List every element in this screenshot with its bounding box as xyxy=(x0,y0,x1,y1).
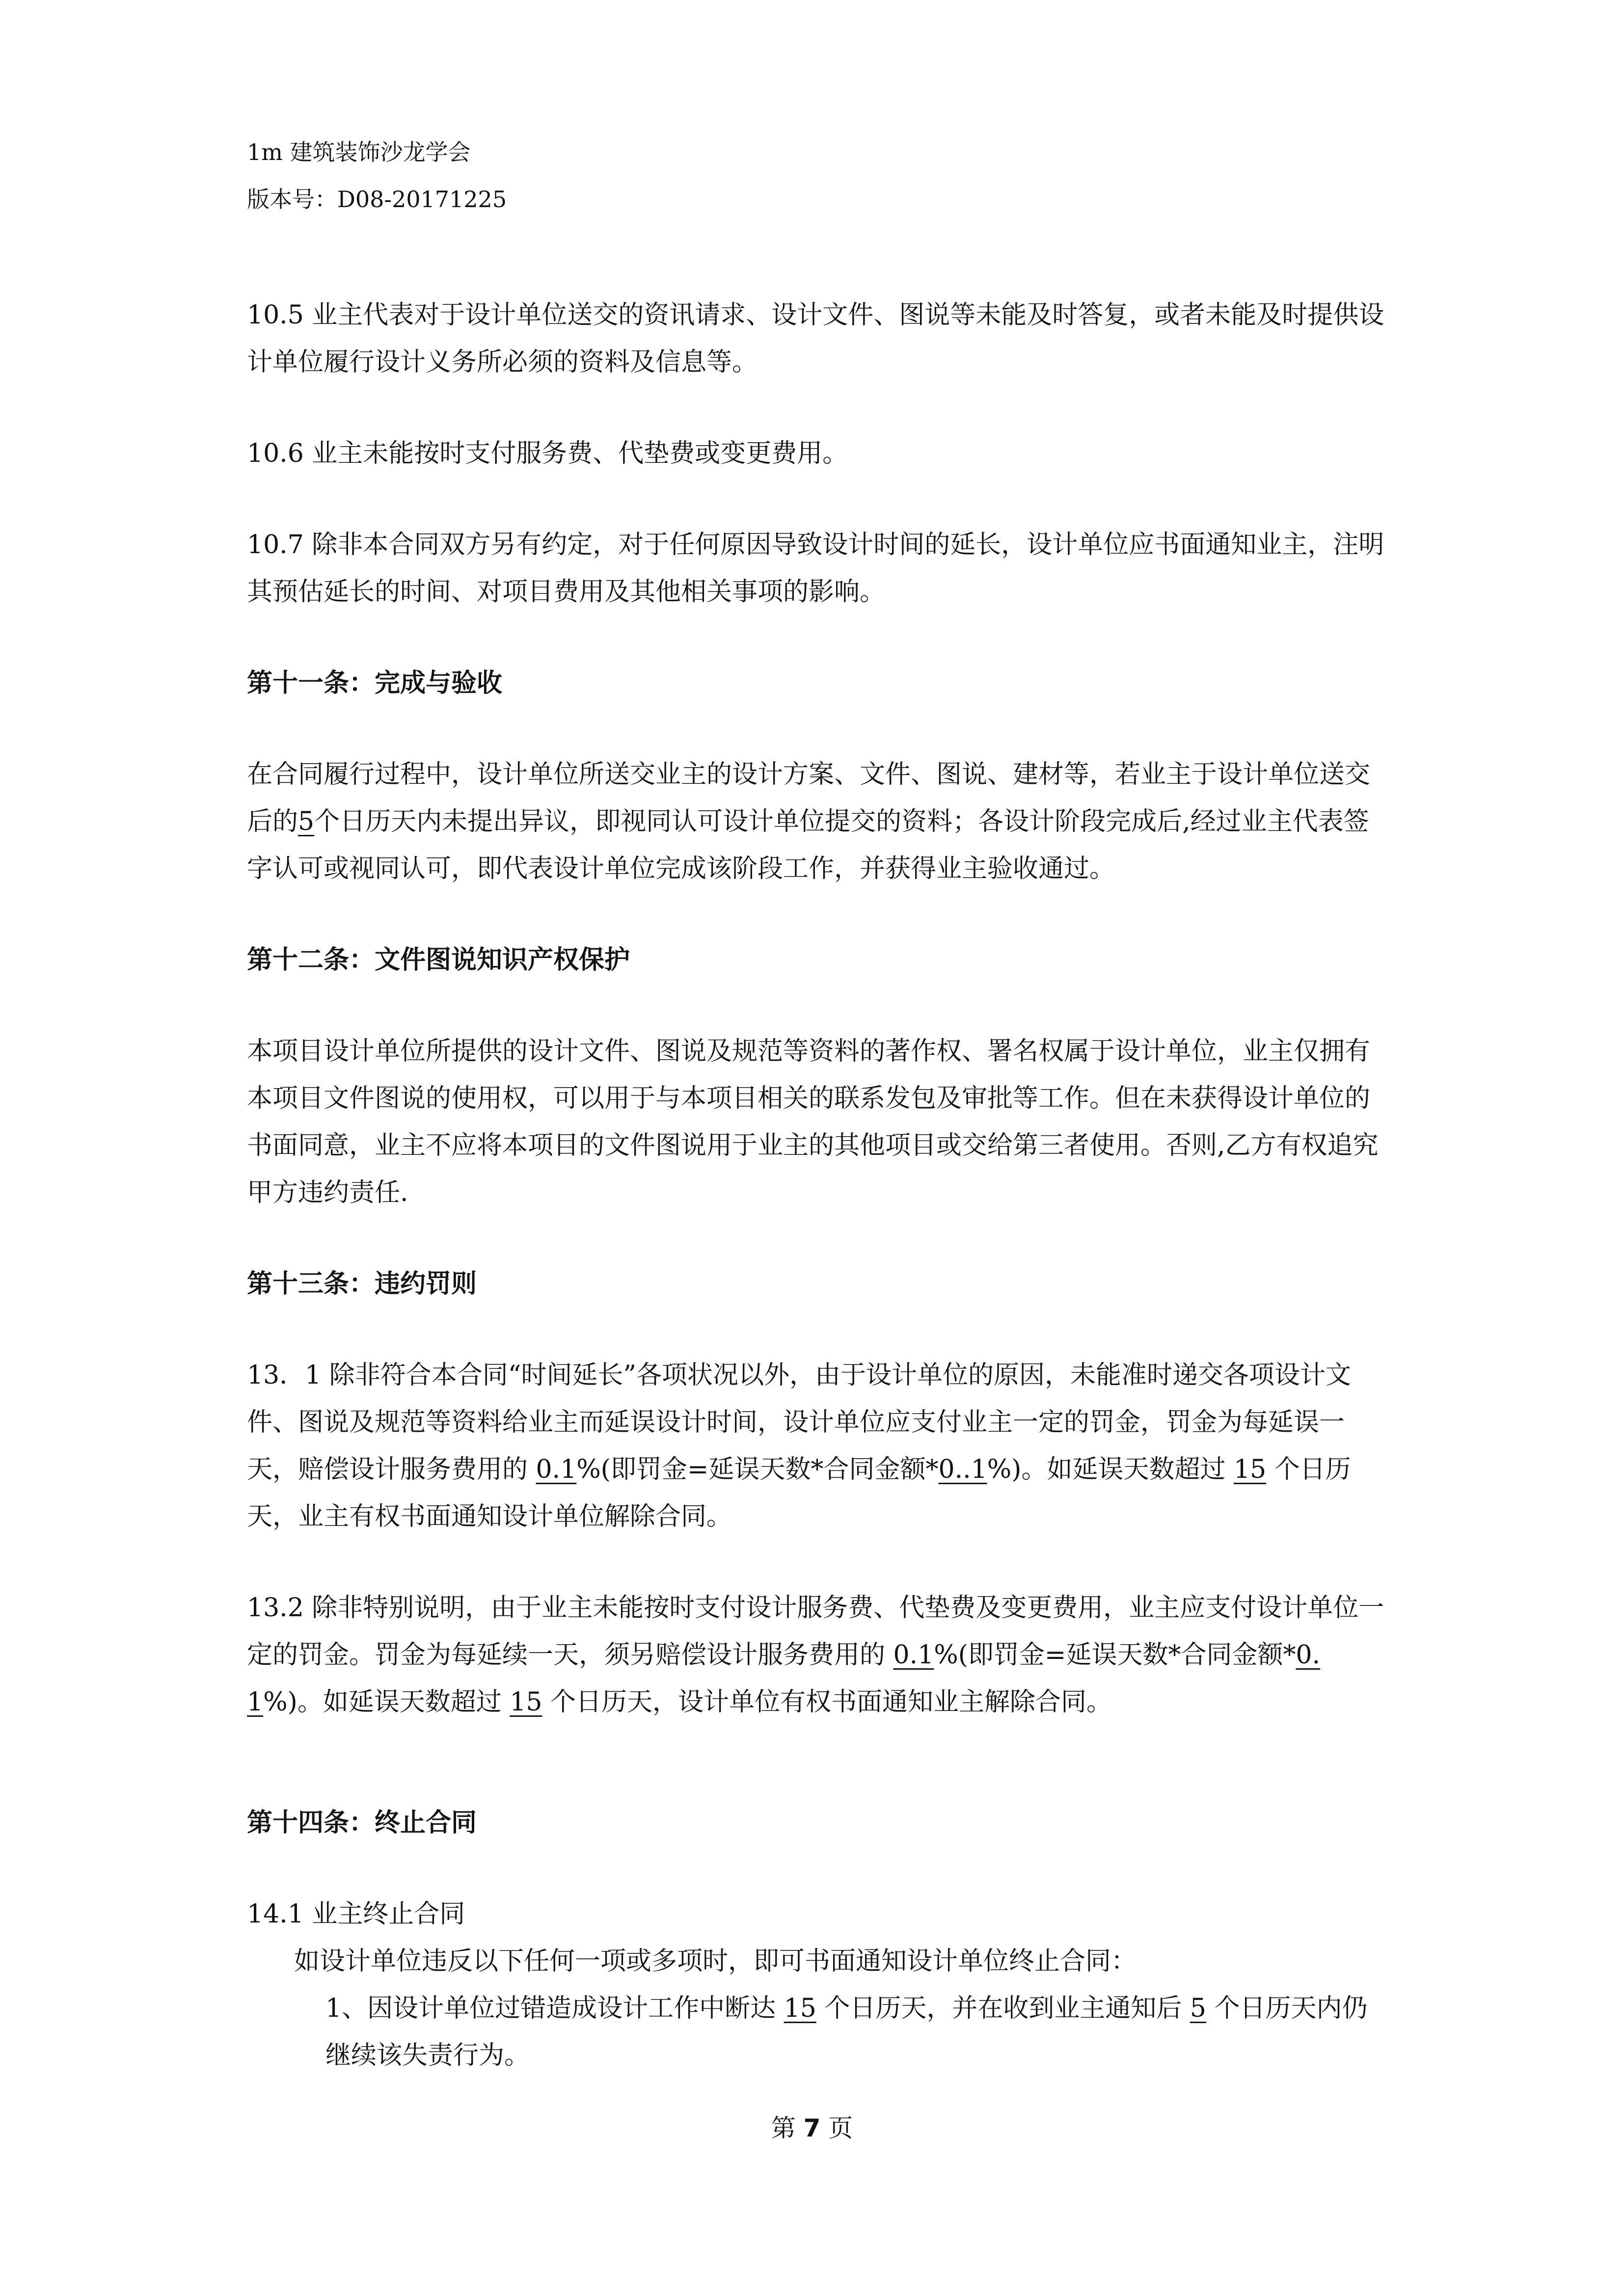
article-12-title: 第十二条：文件图说知识产权保护 xyxy=(247,945,630,975)
article-11-text-b: 个日历天内未提出异议，即视同认可设计单位提交的资料；各设计阶段完成后,经过业主代表签字认可或视同认可，即代表设计单位完成该阶段工作，并获得业主验收通过。 xyxy=(247,807,1369,883)
article-12-body: 本项目设计单位所提供的设计文件、图说及规范等资料的著作权、署名权属于设计单位，业主仅拥有本项目文件图说的使用权，可以用于与本项目相关的联系发包及审批等工作。但在未获得设计单位的书面同意，业主不应将本项目的文件图说用于业主的其他项目或交给第三者使用。否则,乙方有权追究甲方违约责任. xyxy=(247,1037,1379,1207)
item-1-text-a: 1、因设计单位过错造成设计工作中断达 xyxy=(325,1994,784,2023)
organization-name: 1m 建筑装饰沙龙学会 xyxy=(247,139,471,165)
clause-13-2-rate-2: 0.1 xyxy=(247,1640,1321,1717)
page-label-prefix: 第 xyxy=(771,2114,796,2142)
clause-13-1-text-b: %(即罚金=延误天数*合同金额* xyxy=(576,1455,939,1484)
article-11-body xyxy=(247,751,1391,892)
article-11-text-a: 在合同履行过程中，设计单位所送交业主的设计方案、文件、图说、建材等，若业主于设计单位送交后的 xyxy=(247,760,1371,836)
clause-13-1-text-a: 13．1 除非符合本合同“时间延长”各项状况以外，由于设计单位的原因，未能准时递交各项设计文件、图说及规范等资料给业主而延误设计时间，设计单位应支付业主一定的罚金，罚金为每延误一天，赔偿设计服务费用的 xyxy=(247,1361,1351,1484)
article-11-days: 5 xyxy=(298,807,315,836)
item-1-text-c: 个日历天内仍继续该失责行为。 xyxy=(325,1994,1368,2070)
clause-13-2-days: 15 xyxy=(510,1687,542,1717)
clause-14-1-item-1 xyxy=(247,1985,1391,2079)
clause-13-1 xyxy=(247,1352,1391,1540)
item-1-days: 15 xyxy=(784,1994,816,2023)
article-14-title: 第十四条：终止合同 xyxy=(247,1808,477,1838)
article-11-title: 第十一条：完成与验收 xyxy=(247,668,503,698)
clause-13-2-text-d: 个日历天，设计单位有权书面通知业主解除合同。 xyxy=(542,1687,1112,1717)
item-1-text-b: 个日历天，并在收到业主通知后 xyxy=(816,1994,1190,2023)
clause-13-2-rate: 0.1 xyxy=(893,1640,934,1670)
clause-13-1-rate-2: 0..1 xyxy=(938,1455,987,1484)
clause-10-6: 10.6 业主未能按时支付服务费、代垫费或变更费用。 xyxy=(247,439,848,468)
document-body xyxy=(247,292,1391,2079)
clause-13-1-rate: 0.1 xyxy=(536,1455,577,1484)
clause-13-2-text-b: %(即罚金=延误天数*合同金额* xyxy=(934,1640,1296,1670)
page-label-suffix: 页 xyxy=(828,2114,853,2142)
clause-13-1-text-c: %)。如延误天数超过 xyxy=(987,1455,1234,1484)
version-number: 版本号：D08-20171225 xyxy=(247,186,507,213)
item-1-days-2: 5 xyxy=(1190,1994,1206,2023)
clause-13-1-text-d: 个日历天，业主有权书面通知设计单位解除合同。 xyxy=(247,1455,1351,1531)
clause-13-2 xyxy=(247,1584,1391,1726)
page-footer xyxy=(0,2109,1624,2144)
article-13-title: 第十三条：违约罚则 xyxy=(247,1269,477,1299)
clause-13-2-text-a: 13.2 除非特别说明，由于业主未能按时支付设计服务费、代垫费及变更费用，业主应支付设计单位一定的罚金。罚金为每延续一天，须另赔偿设计服务费用的 xyxy=(247,1593,1384,1670)
document-header xyxy=(247,129,507,223)
clause-13-2-text-c: %)。如延误天数超过 xyxy=(263,1687,510,1717)
clause-14-1-title: 14.1 业主终止合同 xyxy=(247,1899,465,1929)
clause-10-7: 10.7 除非本合同双方另有约定，对于任何原因导致设计时间的延长，设计单位应书面通知业主，注明其预估延长的时间、对项目费用及其他相关事项的影响。 xyxy=(247,530,1384,607)
clause-13-1-days: 15 xyxy=(1233,1455,1267,1484)
clause-10-5: 10.5 业主代表对于设计单位送交的资讯请求、设计文件、图说等未能及时答复，或者未能及时提供设计单位履行设计义务所必须的资料及信息等。 xyxy=(247,300,1384,377)
clause-14-1-intro: 如设计单位违反以下任何一项或多项时，即可书面通知设计单位终止合同： xyxy=(294,1947,1137,1976)
page-number: 7 xyxy=(803,2114,821,2142)
